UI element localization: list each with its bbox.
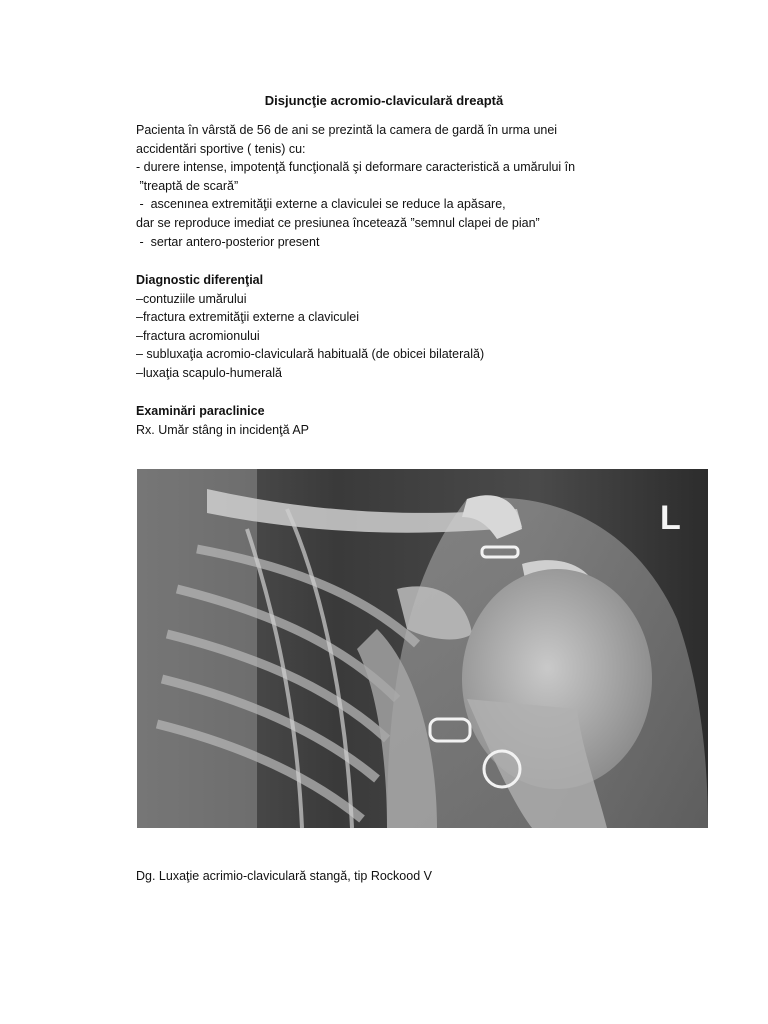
xray-image — [137, 469, 708, 828]
case-line: Pacienta în vârstă de 56 de ani se prezintă la camera de gardă în urma unei — [136, 123, 558, 137]
case-line: - sertar antero-posterior present — [136, 234, 320, 249]
exams-heading: Examinări paraclinice — [136, 404, 265, 418]
differential-item: –contuziile umărului — [136, 291, 247, 306]
differential-item: – subluxaţia acromio-claviculară habituală (de obicei bilaterală) — [136, 347, 485, 362]
xray-side-marker: L — [660, 499, 681, 537]
differential-item: –fractura extremităţii externe a claviculei — [136, 310, 360, 325]
differential-item: –fractura acromionului — [136, 328, 260, 343]
case-line: ”treaptă de scară” — [136, 178, 239, 193]
document-title: Disjuncţie acromio-claviculară dreaptă — [264, 93, 504, 108]
differential-item: –luxaţia scapulo-humerală — [136, 365, 282, 380]
case-description — [136, 121, 746, 251]
case-line: dar se reproduce imediat ce presiunea încetează ”semnul clapei de pian” — [136, 215, 540, 230]
differential-section — [136, 271, 746, 383]
exams-line: Rx. Umăr stâng in incidenţă AP — [136, 422, 309, 437]
differential-heading: Diagnostic diferenţial — [136, 273, 264, 287]
case-line: - ascenınea extremităţii externe a claviculei se reduce la apăsare, — [136, 197, 506, 212]
diagnosis-line: Dg. Luxaţie acrimio-claviculară stangă, tip Rockood V — [136, 869, 432, 883]
exams-section — [136, 402, 746, 439]
case-line: accidentări sportive ( tenis) cu: — [136, 141, 306, 156]
case-line: - durere intense, impotenţă funcţională şi deformare caracteristică a umărului în — [136, 160, 576, 175]
